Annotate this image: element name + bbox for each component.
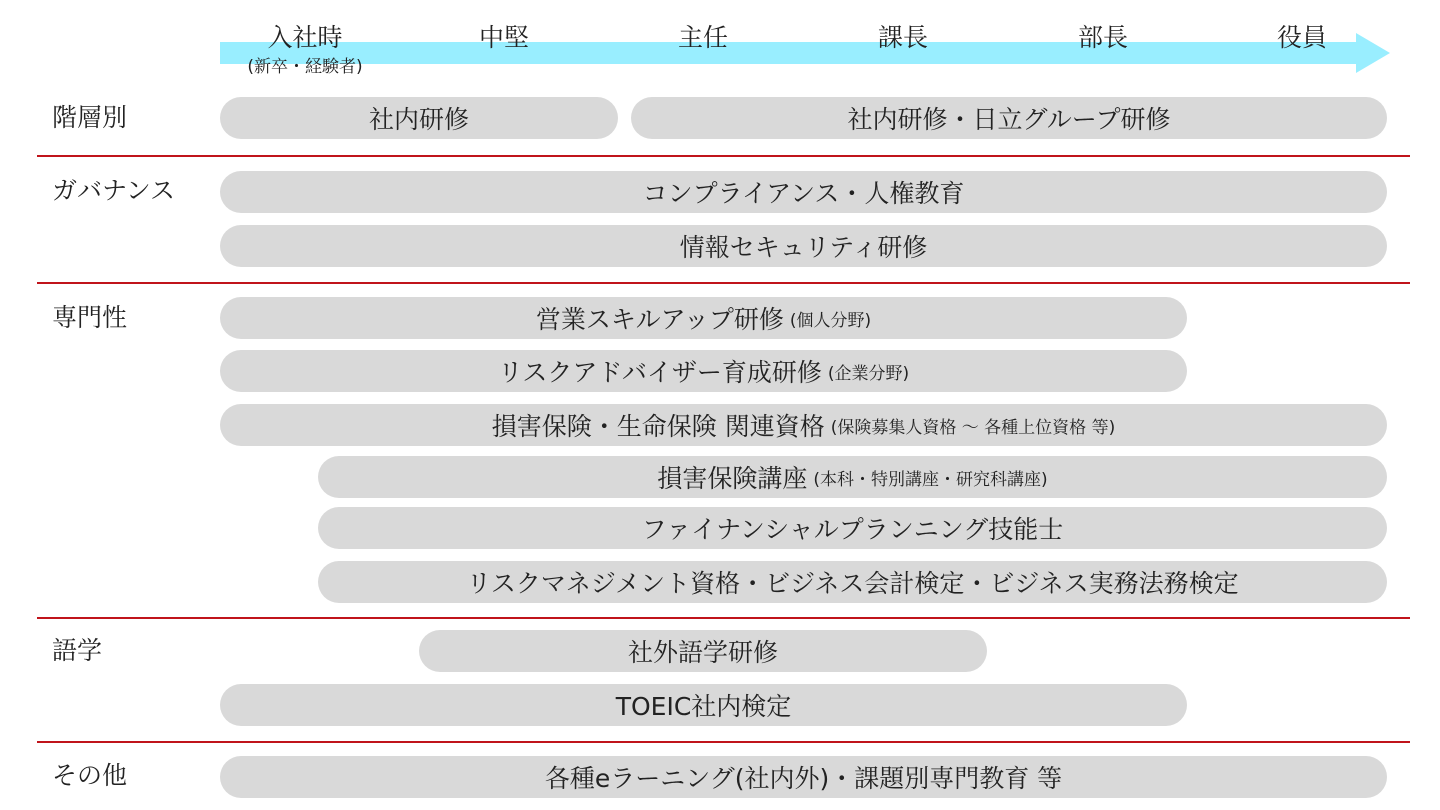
program-financial-planning: ファイナンシャルプランニング技能士 xyxy=(318,507,1387,549)
stage-entry-note: (新卒・経験者) xyxy=(247,57,363,77)
program-external-language: 社外語学研修 xyxy=(419,630,987,672)
program-compliance-human-rights: コンプライアンス・人権教育 xyxy=(220,171,1387,213)
category-hierarchy: 階層別 xyxy=(52,103,128,132)
category-governance: ガバナンス xyxy=(52,176,176,205)
stage-executive: 役員 xyxy=(1276,23,1327,52)
program-insurance-qualifications: 損害保険・生命保険 関連資格 (保険募集人資格 〜 各種上位資格 等) xyxy=(220,404,1387,446)
program-risk-management-certifications: リスクマネジメント資格・ビジネス会計検定・ビジネス実務法務検定 xyxy=(318,561,1387,603)
program-elearning: 各種eラーニング(社内外)・課題別専門教育 等 xyxy=(220,756,1387,798)
program-internal-group-training: 社内研修・日立グループ研修 xyxy=(631,97,1387,139)
section-divider xyxy=(37,617,1410,619)
program-internal-training: 社内研修 xyxy=(220,97,618,139)
category-language: 語学 xyxy=(52,636,103,665)
section-divider xyxy=(37,741,1410,743)
program-sales-skill-up: 営業スキルアップ研修 (個人分野) xyxy=(220,297,1187,339)
program-information-security: 情報セキュリティ研修 xyxy=(220,225,1387,267)
section-divider xyxy=(37,155,1410,157)
program-toeic: TOEIC社内検定 xyxy=(220,684,1187,726)
stage-section-manager: 課長 xyxy=(877,23,928,52)
stage-entry: 入社時 xyxy=(267,23,343,52)
section-divider xyxy=(37,282,1410,284)
program-risk-advisor: リスクアドバイザー育成研修 (企業分野) xyxy=(220,350,1187,392)
stage-department-manager: 部長 xyxy=(1077,23,1128,52)
category-expertise: 専門性 xyxy=(52,303,128,332)
program-insurance-course: 損害保険講座 (本科・特別講座・研究科講座) xyxy=(318,456,1387,498)
stage-chief: 主任 xyxy=(677,23,728,52)
category-other: その他 xyxy=(52,761,128,790)
stage-mid-level: 中堅 xyxy=(478,23,529,52)
